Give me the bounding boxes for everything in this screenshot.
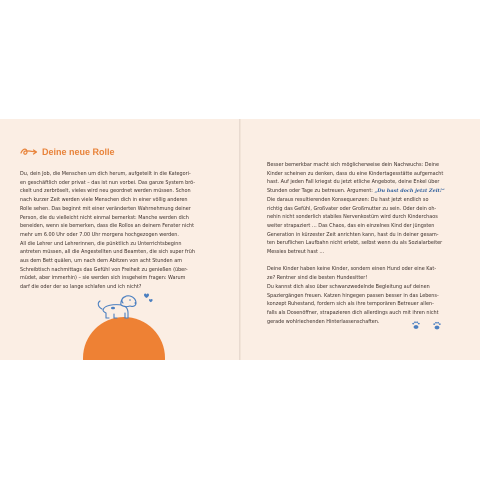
swirl-arrow-icon <box>20 147 38 157</box>
text-line: Generation in kürzester Zeit anrichten kann, hast du in deiner gesam- <box>267 231 439 238</box>
right-paragraph-1-start <box>267 161 445 187</box>
text-line: beneiden, wenn sie bemerken, dass die Rollos an deinem Fenster nicht <box>20 223 195 230</box>
right-body-text <box>267 161 445 326</box>
text-line: All die Lehrer und Lehrerinnen, die pünktlich zu Unterrichtsbeginn <box>20 240 182 247</box>
note-line <box>267 187 445 196</box>
text-line: Besser bemerkbar macht sich möglicherweise dein Nachwuchs: Deine <box>267 162 440 168</box>
text-line: Messies betreut hast … <box>267 249 325 256</box>
book-spread <box>0 119 480 360</box>
text-line: Kinder scheinen zu denken, dass du eine Kindertagesstätte aufgemacht <box>267 170 444 177</box>
text-line: ze? Rentner sind die besten Hundesitter! <box>267 275 368 282</box>
section-heading <box>20 147 115 157</box>
text-line: richtig das Gefühl, Großvater oder Großmutter zu sein. Oder dein oh- <box>267 205 437 212</box>
text-line: aus dem Bett quälen, um nach dem Abitzen von acht Stunden am <box>20 258 182 265</box>
left-body-text <box>20 170 195 292</box>
note-line-prefix: Stunden oder Tage zu betreuen. Argument: <box>267 188 373 195</box>
text-line: Rolle sehen. Das beginnt mit einer veränderten Wahrnehmung deiner <box>20 205 191 212</box>
text-line: Du kannst dich also über schwanzwedelnde Begleitung auf deinen <box>267 283 430 290</box>
text-line: nach kurzer Zeit werden viele Menschen dich in einer völlig anderen <box>20 197 188 204</box>
text-line: Spaziergängen freuen. Katzen hingegen passen besser in das Lebens- <box>267 292 439 299</box>
right-page <box>241 119 480 360</box>
right-paragraph-2 <box>267 265 445 326</box>
text-line: mehr um 6.00 Uhr oder 7.00 Uhr morgens hochgezogen werden. <box>20 231 179 238</box>
orange-hill <box>83 317 165 360</box>
section-heading-text: Deine neue Rolle <box>42 147 115 157</box>
text-line: falls als Dosenöffner, strapazieren dich allerdings auch mit ihren nicht <box>267 309 439 316</box>
text-line: hast. Auf jeden Fall kriegst du jetzt etliche Angebote, deine Enkel über <box>267 179 440 186</box>
handwritten-note: „Du hast doch jetzt Zeit!“ <box>374 188 445 195</box>
text-line: ten beruflichen Laufbahn nicht erlebt, selbst wenn du als Sozialarbeiter <box>267 240 443 247</box>
text-line: Schreibtisch nachmittags das Gefühl von Freiheit zu genießen (über- <box>20 266 188 273</box>
left-page <box>0 119 239 360</box>
text-line: Die daraus resultierenden Konsequenzen: Du hast jetzt endlich so <box>267 196 429 203</box>
text-line: weiter strapaziert … Das Chaos, das ein einzelnes Kind der jüngsten <box>267 222 435 229</box>
text-line: ckelt und zerbröselt, vieles wird neu geordnet werden müssen. Schon <box>20 188 191 195</box>
text-line: en geschäftlich oder privat – das ist nun vorbei. Das ganze System brö- <box>20 179 195 186</box>
paragraph-spacer <box>267 257 445 266</box>
text-line: Du, dein Job, die Menschen um dich herum, aufgeteilt in die Kategori- <box>20 171 191 177</box>
text-line: Person, die du vielleicht nicht einmal bemerkst: Manche werden dich <box>20 214 189 221</box>
right-paragraph-1-end <box>267 196 445 257</box>
paw-prints-icon <box>411 319 445 331</box>
text-line: gerade wohlriechenden Hinterlassenschaften. <box>267 318 380 325</box>
text-line: nehin nicht sonderlich stabiles Nervenkostüm wird durch Kinderchaos <box>267 214 438 221</box>
text-line: antreten müssen, all die Angestellten und Beamten, die sich super früh <box>20 249 195 256</box>
text-line: Deine Kinder haben keine Kinder, sondern einen Hund oder eine Kat- <box>267 266 437 273</box>
text-line: darf die oder der so lange schlafen und ich nicht? <box>20 284 142 291</box>
text-line: müdet, aber immerhin) – sie werden sich insgeheim fragen: Warum <box>20 275 186 282</box>
dog-illustration-icon <box>92 291 156 321</box>
text-line: konzept Ruhestand, fordern sich als ihre temporären Betreuer allen- <box>267 301 434 308</box>
